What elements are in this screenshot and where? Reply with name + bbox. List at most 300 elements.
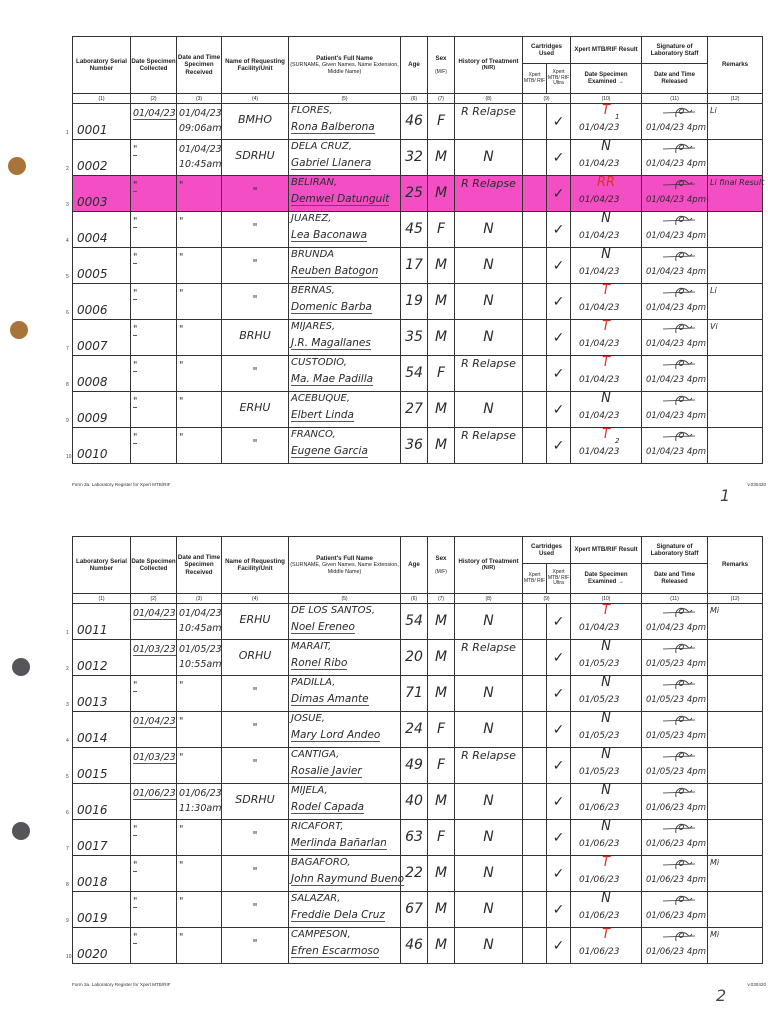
patient-surname: ACEBUQUE, — [291, 393, 351, 404]
cartridge-a-cell — [523, 320, 547, 356]
patient-sex: F — [436, 757, 446, 773]
signature-cell — [642, 676, 708, 712]
register-row — [73, 428, 763, 464]
check-mark-icon: ✓ — [552, 258, 565, 274]
date-examined: 01/04/23 — [579, 339, 620, 349]
staff-signature-icon — [662, 713, 696, 727]
date-released: 01/04/23 4pm — [646, 303, 706, 313]
date-released: 01/04/23 4pm — [646, 123, 706, 133]
check-mark-icon: ✓ — [552, 150, 565, 166]
date-collected-cell — [131, 676, 177, 712]
date-collected: 01/04/23 — [133, 608, 176, 619]
header-serial: Laboratory Serial Number — [73, 37, 131, 94]
sex-cell — [428, 856, 455, 892]
cartridge-b-cell — [547, 892, 571, 928]
date-received: " — [179, 252, 184, 263]
header-date-collected: Date Specimen Collected — [131, 537, 177, 594]
patient-cell — [289, 712, 401, 748]
check-mark-icon: ✓ — [552, 794, 565, 810]
header-sex-sub: (M/F) — [435, 68, 447, 75]
check-mark-icon: ✓ — [552, 614, 565, 630]
sex-cell — [428, 428, 455, 464]
date-collected-cell — [131, 856, 177, 892]
header-patient-title: Patient's Full Name — [316, 555, 373, 563]
age-cell — [401, 604, 428, 640]
header-cart-a: Xpert MTB/ RIF — [523, 572, 546, 584]
header-patient-sub: (SURNAME, Given Names, Name Extension, Middle Name) — [290, 62, 399, 75]
treatment-history: R Relapse — [461, 177, 516, 190]
col-number: (4) — [222, 594, 289, 604]
history-cell — [455, 676, 523, 712]
date-received: " — [179, 752, 184, 763]
serial-number: 0011 — [77, 623, 108, 637]
xpert-result: N — [601, 819, 611, 834]
date-examined: 01/06/23 — [579, 911, 620, 921]
date-released: 01/04/23 4pm — [646, 159, 706, 169]
row-number: 3 — [66, 702, 69, 708]
date-received: " — [179, 716, 184, 727]
remarks-cell — [708, 284, 763, 320]
row-number: 4 — [66, 738, 69, 744]
facility-name: " — [252, 365, 258, 378]
staff-signature-icon — [662, 641, 696, 655]
header-sex-title: Sex — [435, 54, 447, 62]
treatment-history: N — [483, 329, 494, 345]
header-signature-sub: Date and Time Released — [654, 571, 695, 585]
register-row — [73, 892, 763, 928]
serial-number: 0007 — [77, 339, 108, 353]
date-released: 01/05/23 4pm — [646, 695, 706, 705]
age-cell — [401, 928, 428, 964]
facility-name: " — [252, 221, 258, 234]
patient-given-name: Lea Baconawa — [291, 229, 368, 241]
header-cart-b: Xpert MTB/ RIF Ultra — [546, 64, 570, 93]
patient-cell — [289, 604, 401, 640]
form-footer-label: Form 3a. Laboratory Register for Xpert MTB/RIF — [72, 482, 171, 487]
patient-cell — [289, 104, 401, 140]
serial-cell — [66, 604, 131, 640]
cartridge-a-cell — [523, 640, 547, 676]
facility-cell — [222, 428, 289, 464]
staff-signature-icon — [662, 105, 696, 119]
row-number: 5 — [66, 274, 69, 280]
date-received-cell — [177, 856, 222, 892]
facility-name: BRHU — [239, 329, 271, 342]
signature-cell — [642, 748, 708, 784]
remarks-text: Li — [710, 286, 717, 295]
date-examined: 01/05/23 — [579, 767, 620, 777]
header-signature-sub: Date and Time Released — [654, 71, 695, 85]
date-received: " — [179, 432, 184, 443]
remarks-text: Li — [710, 106, 717, 115]
treatment-history: N — [483, 901, 494, 917]
date-collected-cell — [131, 356, 177, 392]
serial-cell — [66, 784, 131, 820]
patient-sex: F — [436, 221, 446, 237]
age-cell — [401, 640, 428, 676]
col-number: (12) — [708, 594, 763, 604]
xpert-result-cell — [571, 392, 642, 428]
serial-number: 0014 — [77, 731, 108, 745]
patient-given-name: Efren Escarmoso — [291, 945, 380, 957]
facility-cell — [222, 320, 289, 356]
remarks-cell — [708, 928, 763, 964]
xpert-result-cell — [571, 212, 642, 248]
cartridge-b-cell — [547, 356, 571, 392]
register-row — [73, 140, 763, 176]
facility-cell — [222, 104, 289, 140]
date-collected: " — [133, 360, 138, 371]
patient-cell — [289, 320, 401, 356]
treatment-history: R Relapse — [461, 641, 516, 654]
date-released: 01/04/23 4pm — [646, 339, 706, 349]
xpert-result-cell — [571, 820, 642, 856]
col-number: (8) — [455, 594, 523, 604]
register-row — [73, 676, 763, 712]
patient-given-name: Elbert Linda — [291, 409, 354, 421]
patient-surname: SALAZAR, — [291, 893, 341, 904]
staff-signature-icon — [662, 213, 696, 227]
remarks-cell — [708, 856, 763, 892]
header-xpert — [571, 537, 642, 594]
date-collected-cell — [131, 320, 177, 356]
patient-surname: DE LOS SANTOS, — [291, 605, 376, 616]
patient-age: 17 — [405, 257, 423, 273]
col-number: (1) — [73, 594, 131, 604]
sex-cell — [428, 784, 455, 820]
serial-number: 0008 — [77, 375, 108, 389]
signature-cell — [642, 784, 708, 820]
binder-hole — [12, 822, 30, 840]
date-received-cell — [177, 640, 222, 676]
xpert-result-cell — [571, 856, 642, 892]
register-row — [73, 640, 763, 676]
serial-cell — [66, 140, 131, 176]
date-collected: 01/03/23 — [133, 644, 176, 655]
date-received-cell — [177, 712, 222, 748]
age-cell — [401, 212, 428, 248]
signature-cell — [642, 140, 708, 176]
col-number: (5) — [289, 594, 401, 604]
xpert-result: N — [601, 391, 611, 406]
treatment-history: R Relapse — [461, 429, 516, 442]
cartridge-a-cell — [523, 428, 547, 464]
date-received-cell — [177, 892, 222, 928]
date-received: " — [179, 324, 184, 335]
signature-cell — [642, 104, 708, 140]
remarks-cell — [708, 104, 763, 140]
xpert-result-cell — [571, 356, 642, 392]
treatment-history: N — [483, 685, 494, 701]
date-received-cell — [177, 104, 222, 140]
cartridge-b-cell — [547, 284, 571, 320]
date-examined: 01/05/23 — [579, 695, 620, 705]
staff-signature-icon — [662, 429, 696, 443]
header-cart-b: Xpert MTB/ RIF Ultra — [546, 564, 570, 593]
cartridge-a-cell — [523, 392, 547, 428]
patient-cell — [289, 356, 401, 392]
date-collected-cell — [131, 104, 177, 140]
patient-surname: JUAREZ, — [291, 213, 332, 224]
date-collected: " — [133, 860, 138, 871]
date-released: 01/06/23 4pm — [646, 947, 706, 957]
facility-name: SDRHU — [235, 793, 275, 806]
cartridge-a-cell — [523, 284, 547, 320]
patient-age: 49 — [405, 757, 423, 773]
date-released: 01/04/23 4pm — [646, 195, 706, 205]
staff-signature-icon — [662, 929, 696, 943]
date-examined: 01/04/23 — [579, 375, 620, 385]
binder-hole — [10, 321, 28, 339]
xpert-result-cell — [571, 284, 642, 320]
facility-cell — [222, 248, 289, 284]
col-number: (2) — [131, 594, 177, 604]
patient-given-name: Gabriel Llanera — [291, 157, 372, 169]
patient-age: 19 — [405, 293, 423, 309]
age-cell — [401, 676, 428, 712]
xpert-result-cell — [571, 104, 642, 140]
remarks-cell — [708, 392, 763, 428]
date-examined: 01/04/23 — [579, 231, 620, 241]
facility-name: ORHU — [238, 649, 272, 662]
register-row — [73, 392, 763, 428]
patient-surname: FLORES, — [291, 105, 333, 116]
sex-cell — [428, 248, 455, 284]
form-footer-label: Form 3a. Laboratory Register for Xpert MTB/RIF — [72, 982, 171, 987]
row-number: 6 — [66, 810, 69, 816]
date-collected-cell — [131, 428, 177, 464]
signature-cell — [642, 356, 708, 392]
header-xpert — [571, 37, 642, 94]
staff-signature-icon — [662, 393, 696, 407]
form-version-code: v.030420 — [747, 482, 766, 487]
facility-name: " — [252, 829, 258, 842]
facility-cell — [222, 856, 289, 892]
cartridge-a-cell — [523, 356, 547, 392]
sex-cell — [428, 212, 455, 248]
register-row — [73, 356, 763, 392]
date-released: 01/06/23 4pm — [646, 803, 706, 813]
patient-sex: F — [436, 721, 446, 737]
date-collected: " — [133, 896, 138, 907]
sex-cell — [428, 892, 455, 928]
page-number: 1 — [720, 486, 731, 505]
cartridge-a-cell — [523, 212, 547, 248]
check-mark-icon: ✓ — [552, 366, 565, 382]
date-received-cell — [177, 356, 222, 392]
check-mark-icon: ✓ — [552, 830, 565, 846]
date-released: 01/04/23 4pm — [646, 623, 706, 633]
history-cell — [455, 248, 523, 284]
date-examined: 01/04/23 — [579, 411, 620, 421]
age-cell — [401, 104, 428, 140]
history-cell — [455, 928, 523, 964]
serial-number: 0016 — [77, 803, 108, 817]
date-collected-cell — [131, 284, 177, 320]
register-sheet-1 — [66, 36, 766, 505]
patient-age: 46 — [405, 937, 423, 953]
header-sex — [428, 537, 455, 594]
date-examined: 01/04/23 — [579, 303, 620, 313]
check-mark-icon: ✓ — [552, 722, 565, 738]
treatment-history: N — [483, 793, 494, 809]
xpert-result-cell — [571, 928, 642, 964]
serial-number: 0012 — [77, 659, 108, 673]
header-history — [455, 537, 523, 594]
sex-cell — [428, 748, 455, 784]
register-row — [73, 712, 763, 748]
col-number: (10) — [571, 594, 642, 604]
date-collected: " — [133, 252, 138, 263]
patient-surname: MIJELA, — [291, 785, 328, 796]
patient-cell — [289, 248, 401, 284]
col-number: (7) — [428, 594, 455, 604]
facility-name: " — [252, 937, 258, 950]
date-received-cell — [177, 392, 222, 428]
register-row — [73, 176, 763, 212]
staff-signature-icon — [662, 893, 696, 907]
check-mark-icon: ✓ — [552, 438, 565, 454]
date-collected: " — [133, 288, 138, 299]
remarks-cell — [708, 140, 763, 176]
cartridge-a-cell — [523, 104, 547, 140]
header-remarks: Remarks — [708, 537, 763, 594]
serial-number: 0019 — [77, 911, 108, 925]
patient-cell — [289, 284, 401, 320]
patient-sex: M — [434, 649, 448, 665]
patient-sex: M — [434, 329, 448, 345]
date-collected: " — [133, 824, 138, 835]
xpert-result-cell — [571, 784, 642, 820]
register-row — [73, 284, 763, 320]
date-released: 01/06/23 4pm — [646, 911, 706, 921]
remarks-cell — [708, 320, 763, 356]
header-xpert-sub: Date Specimen Examined → — [584, 571, 628, 585]
header-cartridges — [523, 37, 571, 94]
patient-sex: M — [434, 901, 448, 917]
result-note: 1 — [615, 113, 620, 121]
patient-cell — [289, 640, 401, 676]
date-collected: " — [133, 932, 138, 943]
serial-cell — [66, 892, 131, 928]
patient-age: 46 — [405, 113, 423, 129]
xpert-result-cell — [571, 748, 642, 784]
register-table — [66, 36, 765, 464]
remarks-cell — [708, 676, 763, 712]
date-examined: 01/04/23 — [579, 623, 620, 633]
col-number: (11) — [642, 94, 708, 104]
row-number: 6 — [66, 310, 69, 316]
register-table — [66, 536, 763, 964]
header-age: Age — [401, 37, 428, 94]
facility-name: " — [252, 685, 258, 698]
date-released: 01/06/23 4pm — [646, 839, 706, 849]
history-cell — [455, 748, 523, 784]
header-signature-title: Signature of Laboratory Staff — [642, 37, 707, 64]
facility-cell — [222, 356, 289, 392]
patient-surname: CAMPESON, — [291, 929, 351, 940]
xpert-result: T — [602, 927, 610, 942]
history-cell — [455, 640, 523, 676]
header-patient-sub: (SURNAME, Given Names, Name Extension, Middle Name) — [290, 562, 399, 575]
facility-name: SDRHU — [235, 149, 275, 162]
date-released: 01/04/23 4pm — [646, 231, 706, 241]
remarks-cell — [708, 640, 763, 676]
sex-cell — [428, 356, 455, 392]
patient-given-name: John Raymund Bueno — [291, 873, 405, 885]
header-cartridges — [523, 537, 571, 594]
patient-age: 63 — [405, 829, 423, 845]
patient-given-name: Rodel Capada — [291, 801, 365, 813]
patient-given-name: Dimas Amante — [291, 693, 369, 705]
row-number: 3 — [66, 202, 69, 208]
serial-cell — [66, 104, 131, 140]
date-received-cell — [177, 428, 222, 464]
serial-number: 0010 — [77, 447, 108, 461]
sex-cell — [428, 604, 455, 640]
serial-cell — [66, 248, 131, 284]
xpert-result-cell — [571, 176, 642, 212]
patient-surname: BAGAFORO, — [291, 857, 351, 868]
age-cell — [401, 820, 428, 856]
serial-cell — [66, 428, 131, 464]
col-number: (9) — [523, 594, 571, 604]
date-collected-cell — [131, 892, 177, 928]
treatment-history: R Relapse — [461, 357, 516, 370]
serial-number: 0005 — [77, 267, 108, 281]
facility-name: " — [252, 865, 258, 878]
patient-cell — [289, 140, 401, 176]
remarks-cell — [708, 604, 763, 640]
history-cell — [455, 176, 523, 212]
row-number: 10 — [66, 454, 72, 460]
row-number: 9 — [66, 418, 69, 424]
patient-surname: BRUNDA — [291, 249, 335, 260]
date-released: 01/06/23 4pm — [646, 875, 706, 885]
date-received-cell — [177, 140, 222, 176]
staff-signature-icon — [662, 821, 696, 835]
remarks-text: Vi — [710, 322, 718, 331]
patient-age: 40 — [405, 793, 423, 809]
patient-sex: M — [434, 793, 448, 809]
xpert-result-cell — [571, 428, 642, 464]
register-row — [73, 212, 763, 248]
sex-cell — [428, 284, 455, 320]
signature-cell — [642, 176, 708, 212]
patient-age: 35 — [405, 329, 423, 345]
patient-sex: M — [434, 685, 448, 701]
signature-cell — [642, 392, 708, 428]
binder-hole — [8, 157, 26, 175]
remarks-cell — [708, 712, 763, 748]
check-mark-icon: ✓ — [552, 650, 565, 666]
date-collected-cell — [131, 928, 177, 964]
patient-given-name: Demwel Datunguit — [291, 193, 390, 205]
date-examined: 01/06/23 — [579, 947, 620, 957]
col-number: (8) — [455, 94, 523, 104]
xpert-result-cell — [571, 676, 642, 712]
register-row — [73, 248, 763, 284]
facility-cell — [222, 928, 289, 964]
header-serial: Laboratory Serial Number — [73, 537, 131, 594]
cartridge-b-cell — [547, 640, 571, 676]
date-received: 01/05/23 — [179, 644, 222, 655]
sex-cell — [428, 676, 455, 712]
date-received: " — [179, 216, 184, 227]
patient-sex: F — [436, 365, 446, 381]
patient-age: 45 — [405, 221, 423, 237]
date-collected: 01/06/23 — [133, 788, 176, 799]
